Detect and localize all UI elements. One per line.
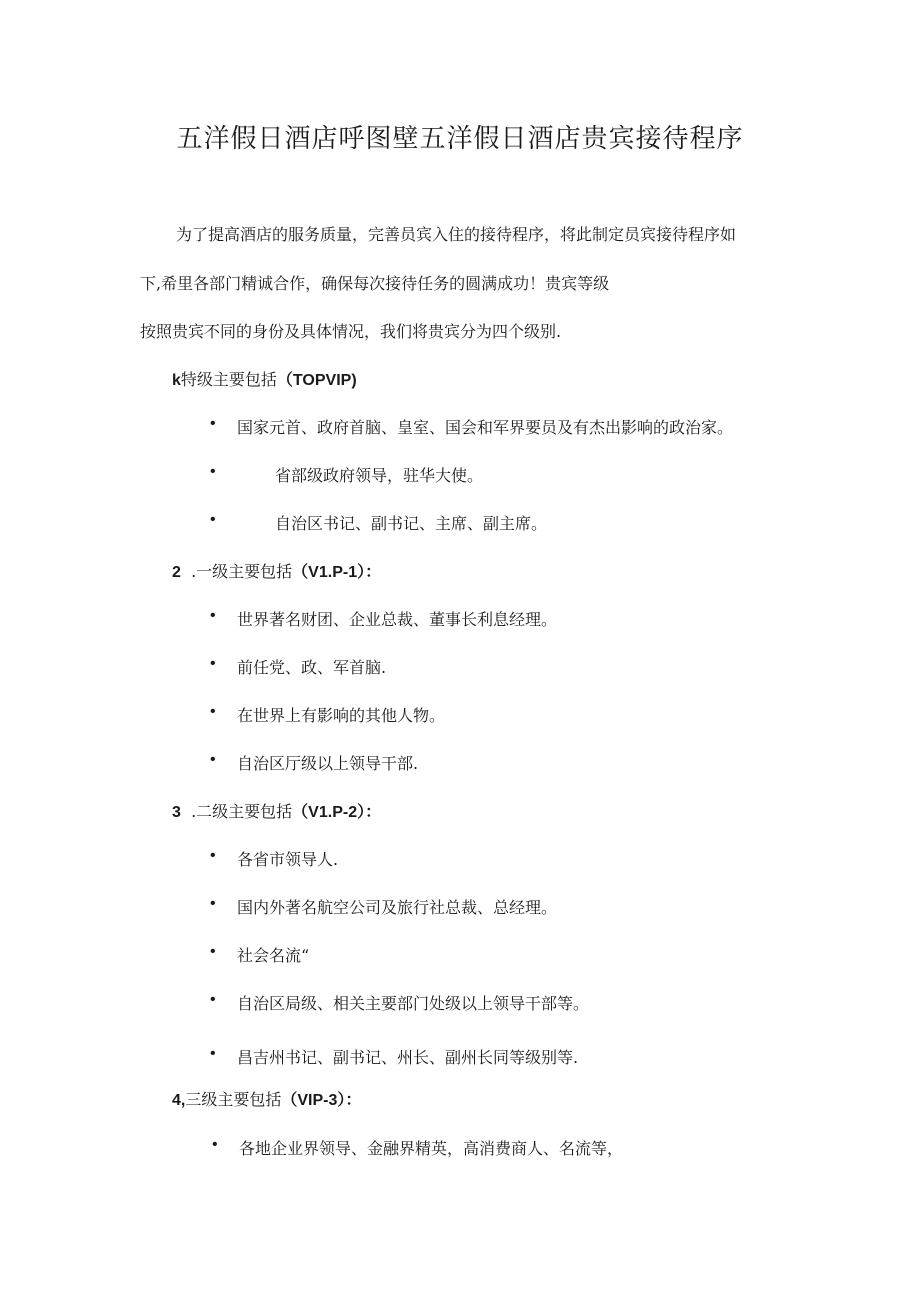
section-heading-vip-2	[172, 799, 381, 822]
bullet-icon: •	[210, 703, 216, 720]
bullet-icon: •	[210, 991, 216, 1008]
section-heading-top-vip	[172, 367, 357, 390]
bullet-icon: •	[210, 943, 216, 960]
list-item-text: 前任党、政、军首脑.	[237, 658, 387, 677]
document-title: 五洋假日酒店呼图壁五洋假日酒店贵宾接待程序	[176, 124, 744, 154]
section-label: 特级主要包括	[180, 370, 277, 389]
list-item-text: 世界著名财团、企业总裁、董事长利息经理。	[237, 610, 558, 629]
list-item-text: 在世界上有影响的其他人物。	[237, 706, 446, 725]
list-item-text: 自治区厅级以上领导干部.	[237, 754, 419, 773]
bullet-icon: •	[210, 655, 216, 672]
section-code: （TOPVIP)	[276, 372, 357, 389]
section-label: .二级主要包括	[191, 802, 293, 821]
bullet-icon: •	[210, 415, 216, 432]
list-item-text: 昌吉州书记、副书记、州长、副州长同等级别等.	[237, 1048, 579, 1067]
section-number: 4,	[172, 1092, 186, 1109]
list-item-text: 国家元首、政府首脑、皇室、国会和军界要员及有杰出影响的政治家。	[237, 418, 734, 437]
list-item-text: 自治区局级、相关主要部门处级以上领导干部等。	[237, 994, 590, 1013]
bullet-icon: •	[210, 607, 216, 624]
list-item-text: 各省市领导人.	[237, 850, 339, 869]
list-item-text: 自治区书记、副书记、主席、副主席。	[275, 514, 548, 533]
bullet-icon: •	[212, 1136, 218, 1153]
section-code: （VIP-3）：	[281, 1092, 362, 1109]
intro-line-1: 为了提高酒店的服务质量，完善员宾入住的接待程序，将此制定员宾接待程序如	[176, 225, 737, 244]
section-heading-vip-3	[172, 1087, 361, 1110]
bullet-icon: •	[210, 895, 216, 912]
section-number: k	[172, 372, 181, 389]
list-item-text: 社会名流“	[237, 946, 310, 965]
list-item-text: 省部级政府领导，驻华大使。	[275, 466, 484, 485]
section-heading-vip-1	[172, 559, 381, 582]
section-label: 三级主要包括	[185, 1090, 282, 1109]
section-number: 3	[172, 804, 181, 821]
bullet-icon: •	[210, 847, 216, 864]
list-item-text: 各地企业界领导、金融界精英，高消费商人、名流等，	[239, 1139, 624, 1158]
intro-line-3: 按照贵宾不同的身份及具体情况，我们将贵宾分为四个级别.	[140, 322, 562, 341]
bullet-icon: •	[210, 751, 216, 768]
bullet-icon: •	[210, 511, 216, 528]
bullet-icon: •	[210, 463, 216, 480]
section-number: 2	[172, 564, 181, 581]
section-code: （V1.P-1）：	[292, 564, 382, 581]
intro-line-2: 下,希里各部门精诚合作，确保每次接待任务的圆满成功！贵宾等级	[140, 274, 610, 293]
list-item-text: 国内外著名航空公司及旅行社总裁、总经理。	[237, 898, 558, 917]
section-label: .一级主要包括	[191, 562, 293, 581]
bullet-icon: •	[210, 1045, 216, 1062]
section-code: （V1.P-2）：	[292, 804, 382, 821]
